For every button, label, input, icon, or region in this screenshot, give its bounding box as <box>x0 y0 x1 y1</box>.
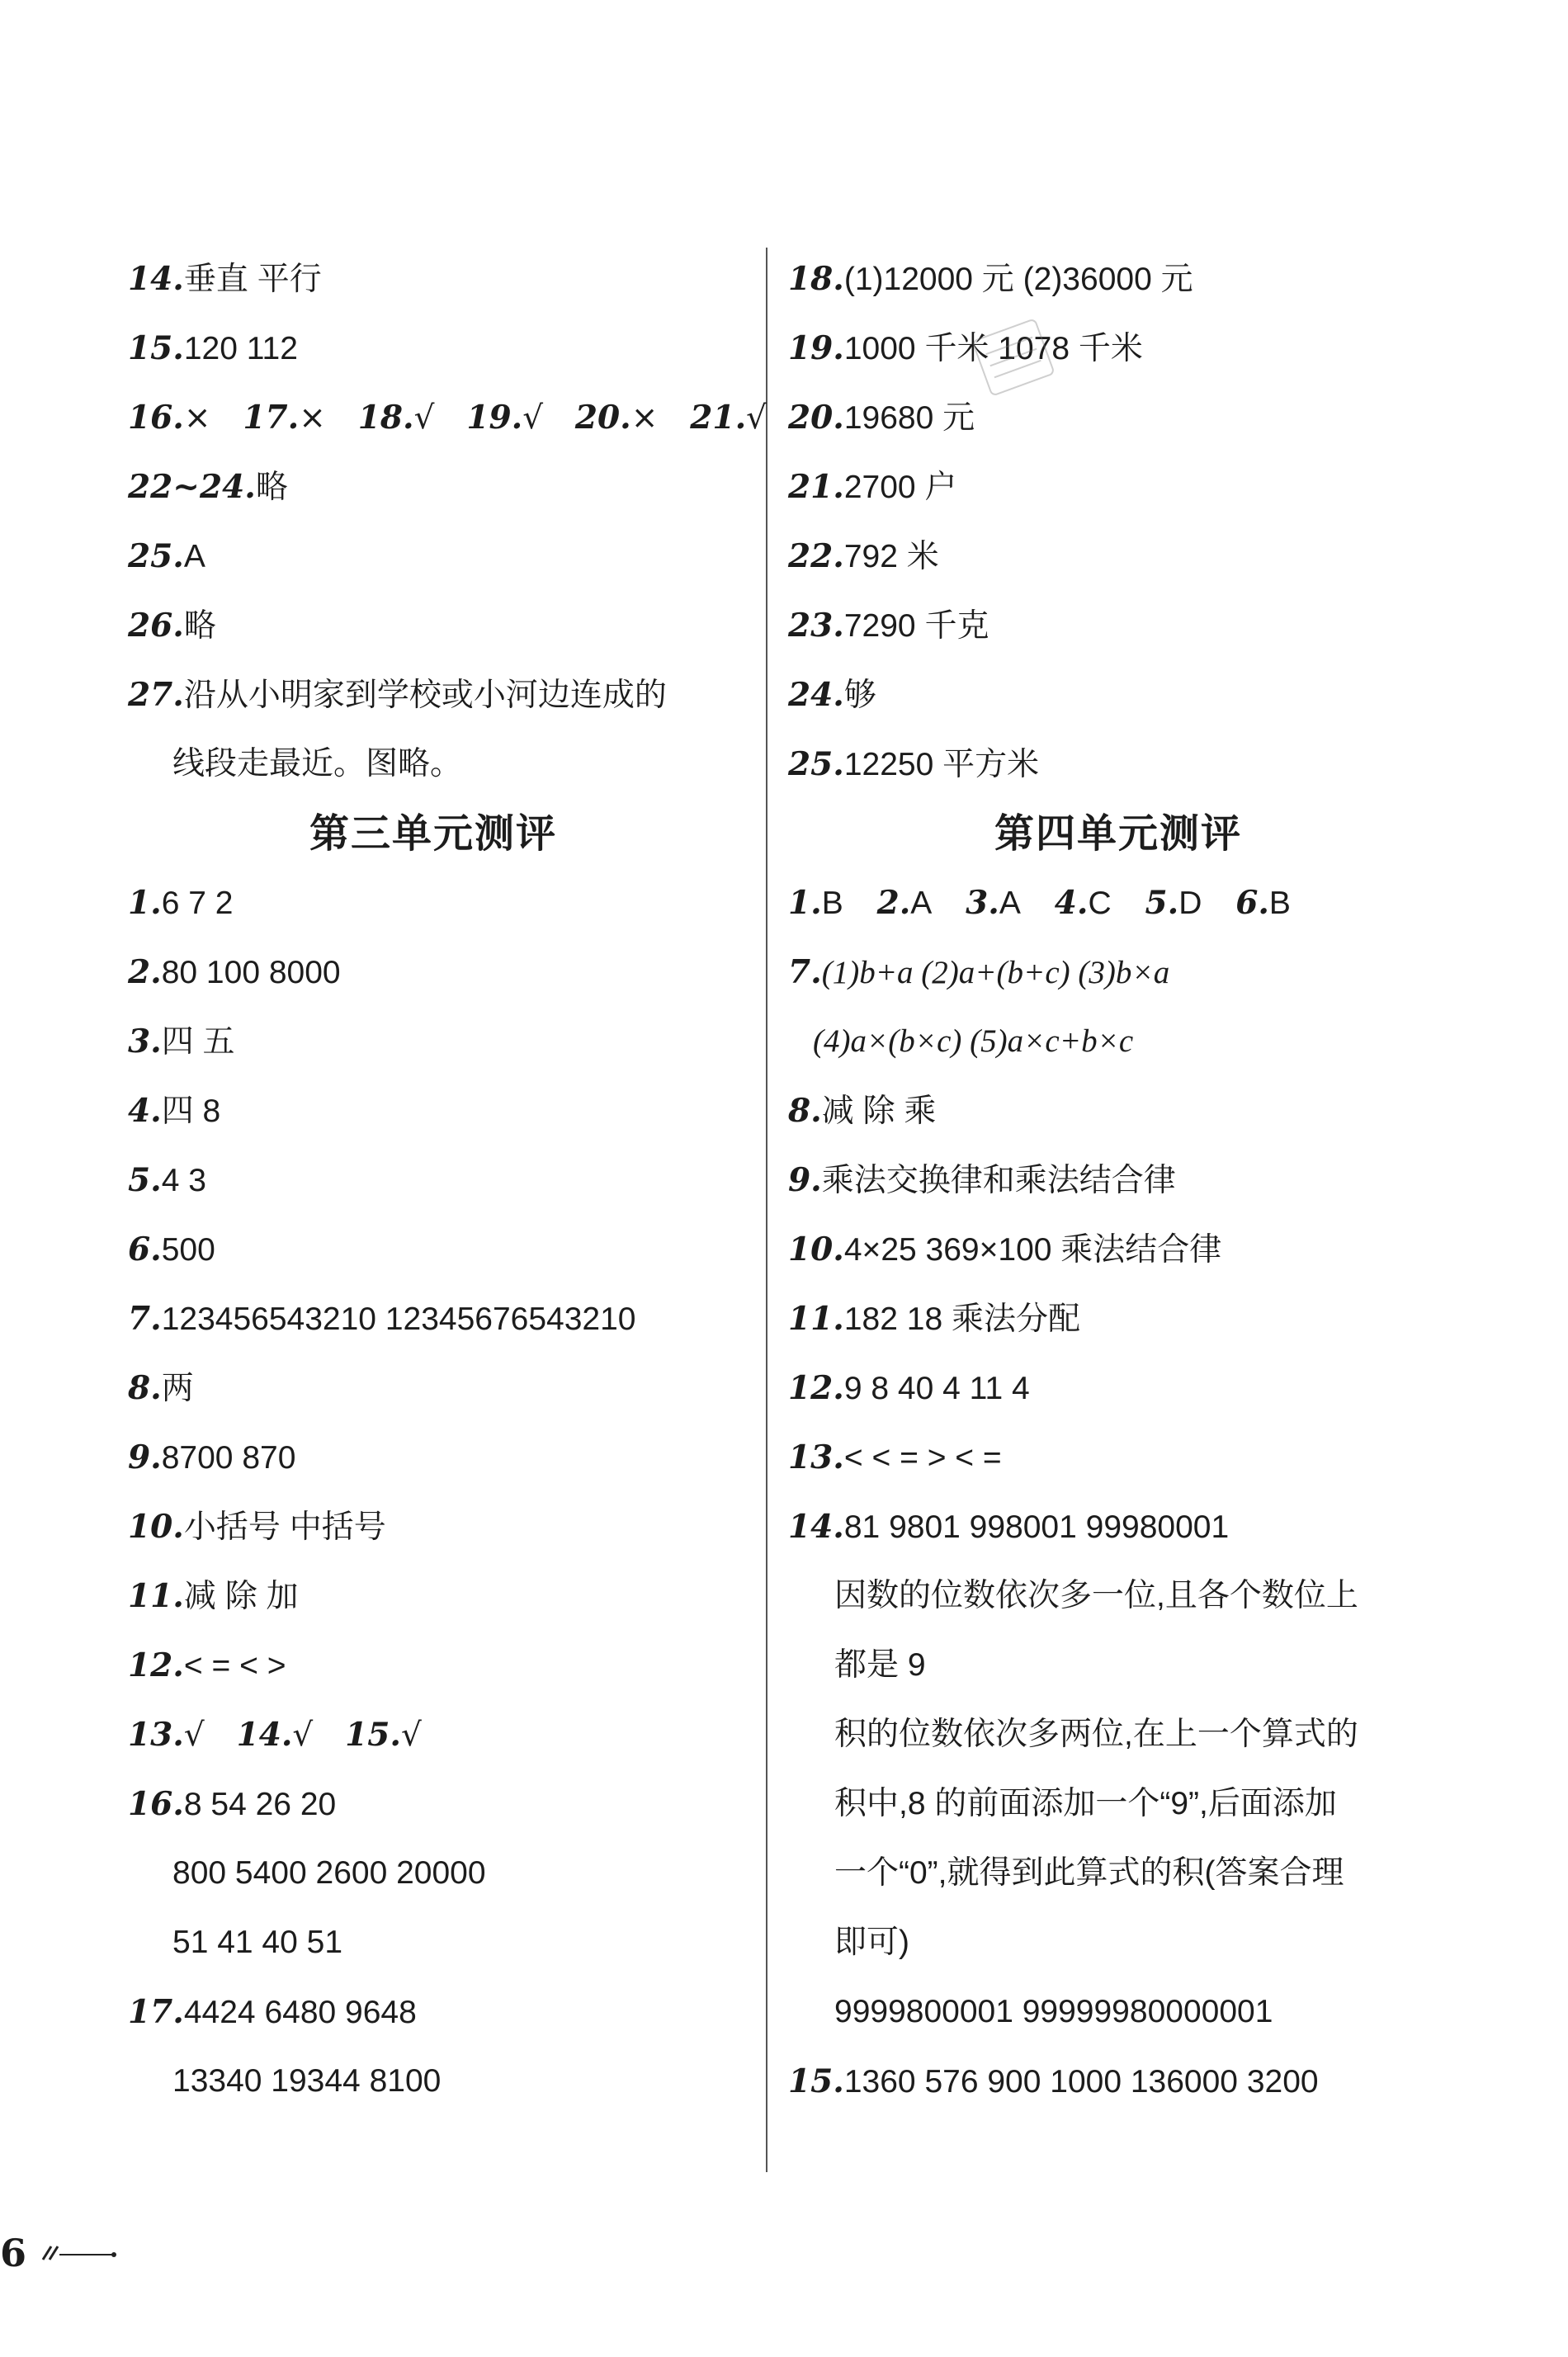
answer-line: 23.7290 千克 <box>788 607 989 645</box>
answer-line: 19.1000 千米 1078 千米 <box>788 329 1143 367</box>
answer-line: 都是 9 <box>834 1647 926 1683</box>
answer-line: 16.8 54 26 20 <box>128 1785 337 1823</box>
answer-line: 11.182 18 乘法分配 <box>788 1300 1080 1338</box>
stamp-mark <box>964 312 1063 403</box>
left-column <box>128 244 767 2116</box>
section-heading-unit3: 第三单元测评 <box>309 810 557 857</box>
answer-line: 7.123456543210 12345676543210 <box>128 1300 636 1338</box>
answer-line: 3.四 五 <box>128 1023 235 1060</box>
answer-line: 9999800001 99999980000001 <box>834 1994 1273 2029</box>
answer-line: 25.12250 平方米 <box>788 745 1040 783</box>
answer-line: 11.减 除 加 <box>128 1577 299 1615</box>
answer-line: 17.4424 6480 9648 <box>128 1993 417 2031</box>
answer-line: 10.4×25 369×100 乘法结合律 <box>788 1230 1222 1268</box>
answer-line: 即可) <box>834 1925 909 1960</box>
section-heading-unit4: 第四单元测评 <box>994 810 1242 857</box>
page-decoration-icon <box>40 2241 119 2265</box>
answer-line: 12.< = < > <box>128 1646 286 1684</box>
answer-line: 积的位数依次多两位,在上一个算式的 <box>834 1717 1358 1752</box>
answer-line: 2.80 100 8000 <box>128 953 341 991</box>
judgment-row: 13.√ 14.√ 15.√ <box>128 1716 422 1754</box>
judgment-row: 16.× 17.× 18.√ 19.√ 20.× 21.√ <box>128 399 767 437</box>
answer-line: 27.沿从小明家到学校或小河边连成的 <box>128 676 667 714</box>
choice-row: 1.B 2.A 3.A 4.C 5.D 6.B <box>788 884 1291 922</box>
answer-line: 15.1360 576 900 1000 136000 3200 <box>788 2062 1319 2100</box>
answer-line: 26.略 <box>128 607 216 645</box>
answer-line: 4.四 8 <box>128 1092 221 1130</box>
answer-line: 20.19680 元 <box>788 399 975 437</box>
answer-line: 积中,8 的前面添加一个“9”,后面添加 <box>834 1786 1337 1821</box>
answer-line: 14.81 9801 998001 99980001 <box>788 1508 1230 1546</box>
answer-line: 25.A <box>128 537 205 575</box>
answer-line: 13340 19344 8100 <box>172 2063 442 2099</box>
answer-line: 8.两 <box>128 1369 194 1407</box>
answer-line: 5.4 3 <box>128 1161 206 1199</box>
answer-line: (4)a×(b×c) (5)a×c+b×c <box>813 1023 1134 1059</box>
answer-line: 6.500 <box>128 1230 215 1268</box>
answer-line: 22~24.略 <box>128 468 288 506</box>
answer-line: 21.2700 户 <box>788 468 957 506</box>
answer-line: 24.够 <box>788 676 876 714</box>
answer-line: 10.小括号 中括号 <box>128 1508 386 1546</box>
answer-line: 14.垂直 平行 <box>128 260 322 298</box>
page-number: 6 <box>0 2231 27 2275</box>
answer-line: 因数的位数依次多一位,且各个数位上 <box>834 1578 1358 1613</box>
answer-line: 51 41 40 51 <box>172 1925 343 1960</box>
answer-line: 9.8700 870 <box>128 1438 296 1476</box>
answer-line: 9.乘法交换律和乘法结合律 <box>788 1161 1176 1199</box>
answer-line: 18.(1)12000 元 (2)36000 元 <box>788 260 1193 298</box>
right-column <box>788 244 1448 2116</box>
answer-line: 7.(1)b+a (2)a+(b+c) (3)b×a <box>788 953 1170 991</box>
answer-line: 15.120 112 <box>128 329 298 367</box>
answer-line: 线段走最近。图略。 <box>172 746 463 782</box>
column-divider <box>766 248 767 2172</box>
answer-line: 1.6 7 2 <box>128 884 234 922</box>
answer-line: 22.792 米 <box>788 537 939 575</box>
answer-line: 13.< < = > < = <box>788 1438 1002 1476</box>
answer-line: 800 5400 2600 20000 <box>172 1855 486 1891</box>
answer-line: 12.9 8 40 4 11 4 <box>788 1369 1030 1407</box>
answer-line: 一个“0”,就得到此算式的积(答案合理 <box>834 1855 1344 1891</box>
answer-line: 8.减 除 乘 <box>788 1092 937 1130</box>
